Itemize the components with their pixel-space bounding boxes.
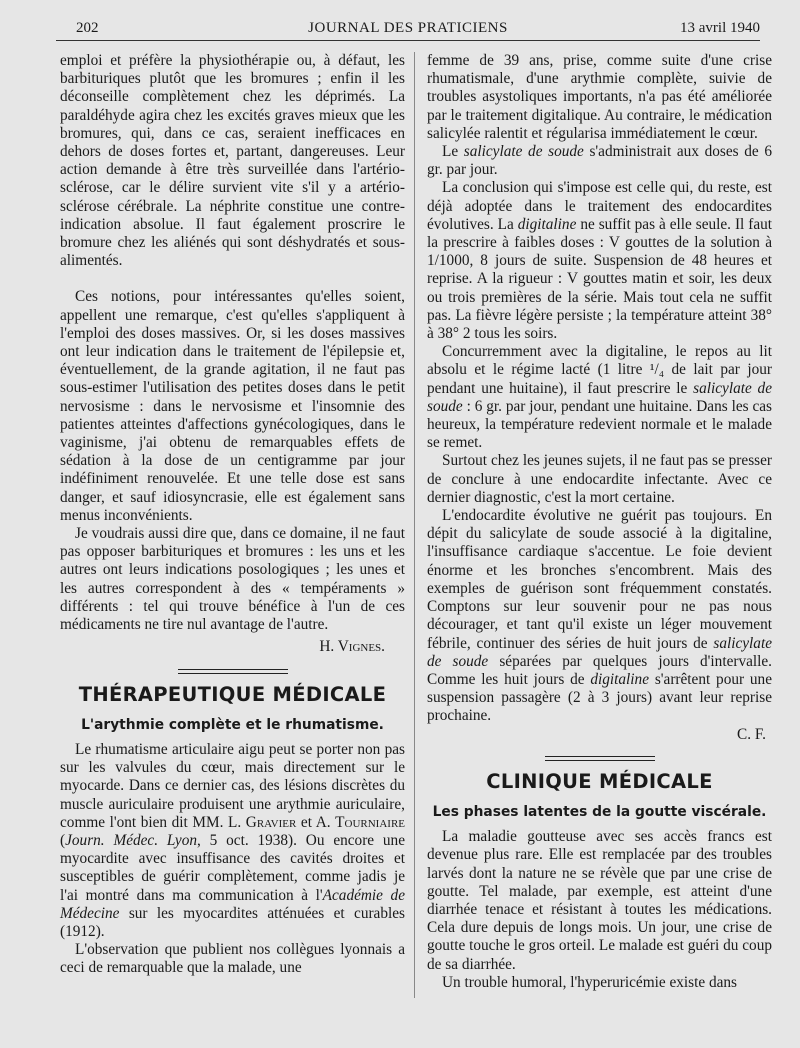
section-title: THÉRAPEUTIQUE MÉDICALE xyxy=(78,682,387,706)
citation: Académie de Médecine xyxy=(60,886,405,922)
citation: Journ. Médec. Lyon xyxy=(65,831,197,849)
issue-date: 13 avril 1940 xyxy=(680,20,760,36)
section-separator xyxy=(545,756,655,761)
paragraph: Surtout chez les jeunes sujets, il ne faut pas se presser de conclure à une endocardite infectante. Avec ce dernier diagnostic, c'est la mort certaine. xyxy=(427,452,772,506)
left-column xyxy=(60,52,405,978)
article-title: Les phases latentes de la goutte viscérale. xyxy=(432,803,767,820)
author-signature: H. Vignes. xyxy=(319,638,385,656)
paragraph: La maladie goutteuse avec ses accès francs est devenue plus rare. Elle est remplacée par des troubles larvés dont la nature ne se révèle que par une crise de goutte. Tel malade, par exemple, est atteint d'une diarrhée tenace et résistant à toutes les médications. Cela dure depuis de longs mois. Un jour, une crise de goutte touche le gros orteil. Le malade est guéri du coup de sa diarrhée. xyxy=(427,828,772,973)
paragraph: La conclusion qui s'impose est celle qui, du reste, est déjà adoptée dans le traitement des endocardites évolutives. La digitaline ne suffit pas à elle seule. Il faut la prescrire à faibles doses : V gouttes de la solution à 1/1000, 8 jours de suite. Suspension de 48 heures et reprise. A la rigueur : V gouttes matin et soir, les deux ou trois premières de la série. Mais tout cela ne suffit pas. La fièvre légère persiste ; la température atteint 38° à 38° 2 tous les soirs. xyxy=(427,179,773,343)
paragraph: L'endocardite évolutive ne guérit pas toujours. En dépit du salicylate de soude associé à la digitaline, l'insuffisance cardiaque s'accentue. Le foie devient énorme et les bronches s'encombrent. Mais des exemples de guérison sont fréquemment constatés. Comptons sur leur souvenir pour ne pas nous décourager, et tant qu'il existe un léger mouvement fébrile, continuer des séries de huit jours de salicylate de soude séparées par quelques jours d'intervalle. Comme les huit jours de digitaline s'arrêtent pour une suspension passagère (2 à 3 jours) avant leur reprise prochaine. xyxy=(427,507,773,725)
section-separator xyxy=(178,669,288,674)
header-rule xyxy=(56,40,760,41)
paragraph: L'observation que publient nos collègues lyonnais a ceci de remarquable que la malade, une xyxy=(60,941,405,977)
paragraph: Le salicylate de soude s'administrait aux doses de 6 gr. par jour. xyxy=(427,143,772,179)
journal-title: JOURNAL DES PRATICIENS xyxy=(308,20,508,36)
author-name: Gravier xyxy=(245,813,297,831)
right-column xyxy=(427,52,772,992)
author-signature: C. F. xyxy=(737,725,766,743)
section-title: CLINIQUE MÉDICALE xyxy=(486,769,713,793)
column-divider xyxy=(414,52,415,998)
paragraph: Un trouble humoral, l'hyperuricémie existe dans xyxy=(442,973,738,991)
running-head xyxy=(56,20,760,40)
paragraph: emploi et préfère la physiothérapie ou, à défaut, les barbituriques plutôt que les bromures ; enfin il les déconseille complètement chez les déprimés. La paraldéhyde agira chez les excités graves mieux que les bromures, qui, dans ce cas, seraient inefficaces en dehors de doses fortes et, partant, dangereuses. Leur action demande à être très surveillée dans l'artério-sclérose, car le délire survient vite s'il y a artério-sclérose cérébrale. La néphrite constitue une contre-indication absolue. Il faut également proscrire le bromure chez les aliénés qui sont déshydratés et sous-alimentés. xyxy=(60,52,405,270)
article-title: L'arythmie complète et le rhumatisme. xyxy=(81,716,384,733)
page-number: 202 xyxy=(76,20,99,36)
paragraph: Ces notions, pour intéressantes qu'elles soient, appellent une remarque, c'est qu'elles s'appliquent à l'emploi des doses massives. Or, si les doses massives ont leur indication dans le traitement de l'épilepsie et, éventuellement, de la grande agitation, il ne faut pas sous-estimer l'utilisation des petites doses dans le petit nervosisme : dans le nervosisme et l'insomnie des patientes atteintes d'affections gynécologiques, dans le vaginisme, j'ai obtenu de remarquables effets de sédation à la dose de un centigramme par jour indéfiniment renouvelée. Et une telle dose est sans danger, et sauf idiosyncrasie, elle est également sans menus inconvénients. xyxy=(60,288,405,524)
paragraph: Le rhumatisme articulaire aigu peut se porter non pas sur les valvules du cœur, mais directement sur le myocarde. Dans ce dernier cas, des lésions discrètes du muscle auriculaire produisent une arythmie auriculaire, comme l'ont bien dit MM. L. Gravier et A. Tourniaire (Journ. Médec. Lyon, 5 oct. 1938). Ou encore une myocardite avec insuffisance des cavités droites et susceptibles de guérir complètement, comme jadis je l'ai montré dans ma communication à l'Académie de Médecine sur les myocardites atténuées et curables (1912). xyxy=(60,740,406,940)
paragraph: Concurremment avec la digitaline, le repos au lit absolu et le régime lacté (1 litre ¹/₄ de lait par jour pendant une huitaine), il faut prescrire le salicylate de soude : 6 gr. par jour, pendant une huitaine. Dans les cas heureux, la température redevient normale et le malade se remet. xyxy=(427,343,772,452)
author-name: Tourniaire xyxy=(335,813,406,831)
paragraph: femme de 39 ans, prise, comme suite d'une crise rhumatismale, d'une arythmie complète, suivie de troubles asystoliques importants, n'a pas été améliorée par le traitement digitalique. Au contraire, le médication salicylée ralentit et régularisa immédiatement le cœur. xyxy=(427,52,772,142)
paragraph: Je voudrais aussi dire que, dans ce domaine, il ne faut pas opposer barbituriques et bromures : les uns et les autres ont leurs indications posologiques ; les unes et les autres correspondent à des « tempéraments » différents : tel qui trouve bénéfice à l'un de ces médicaments ne tire nul avantage de l'autre. xyxy=(60,525,405,634)
